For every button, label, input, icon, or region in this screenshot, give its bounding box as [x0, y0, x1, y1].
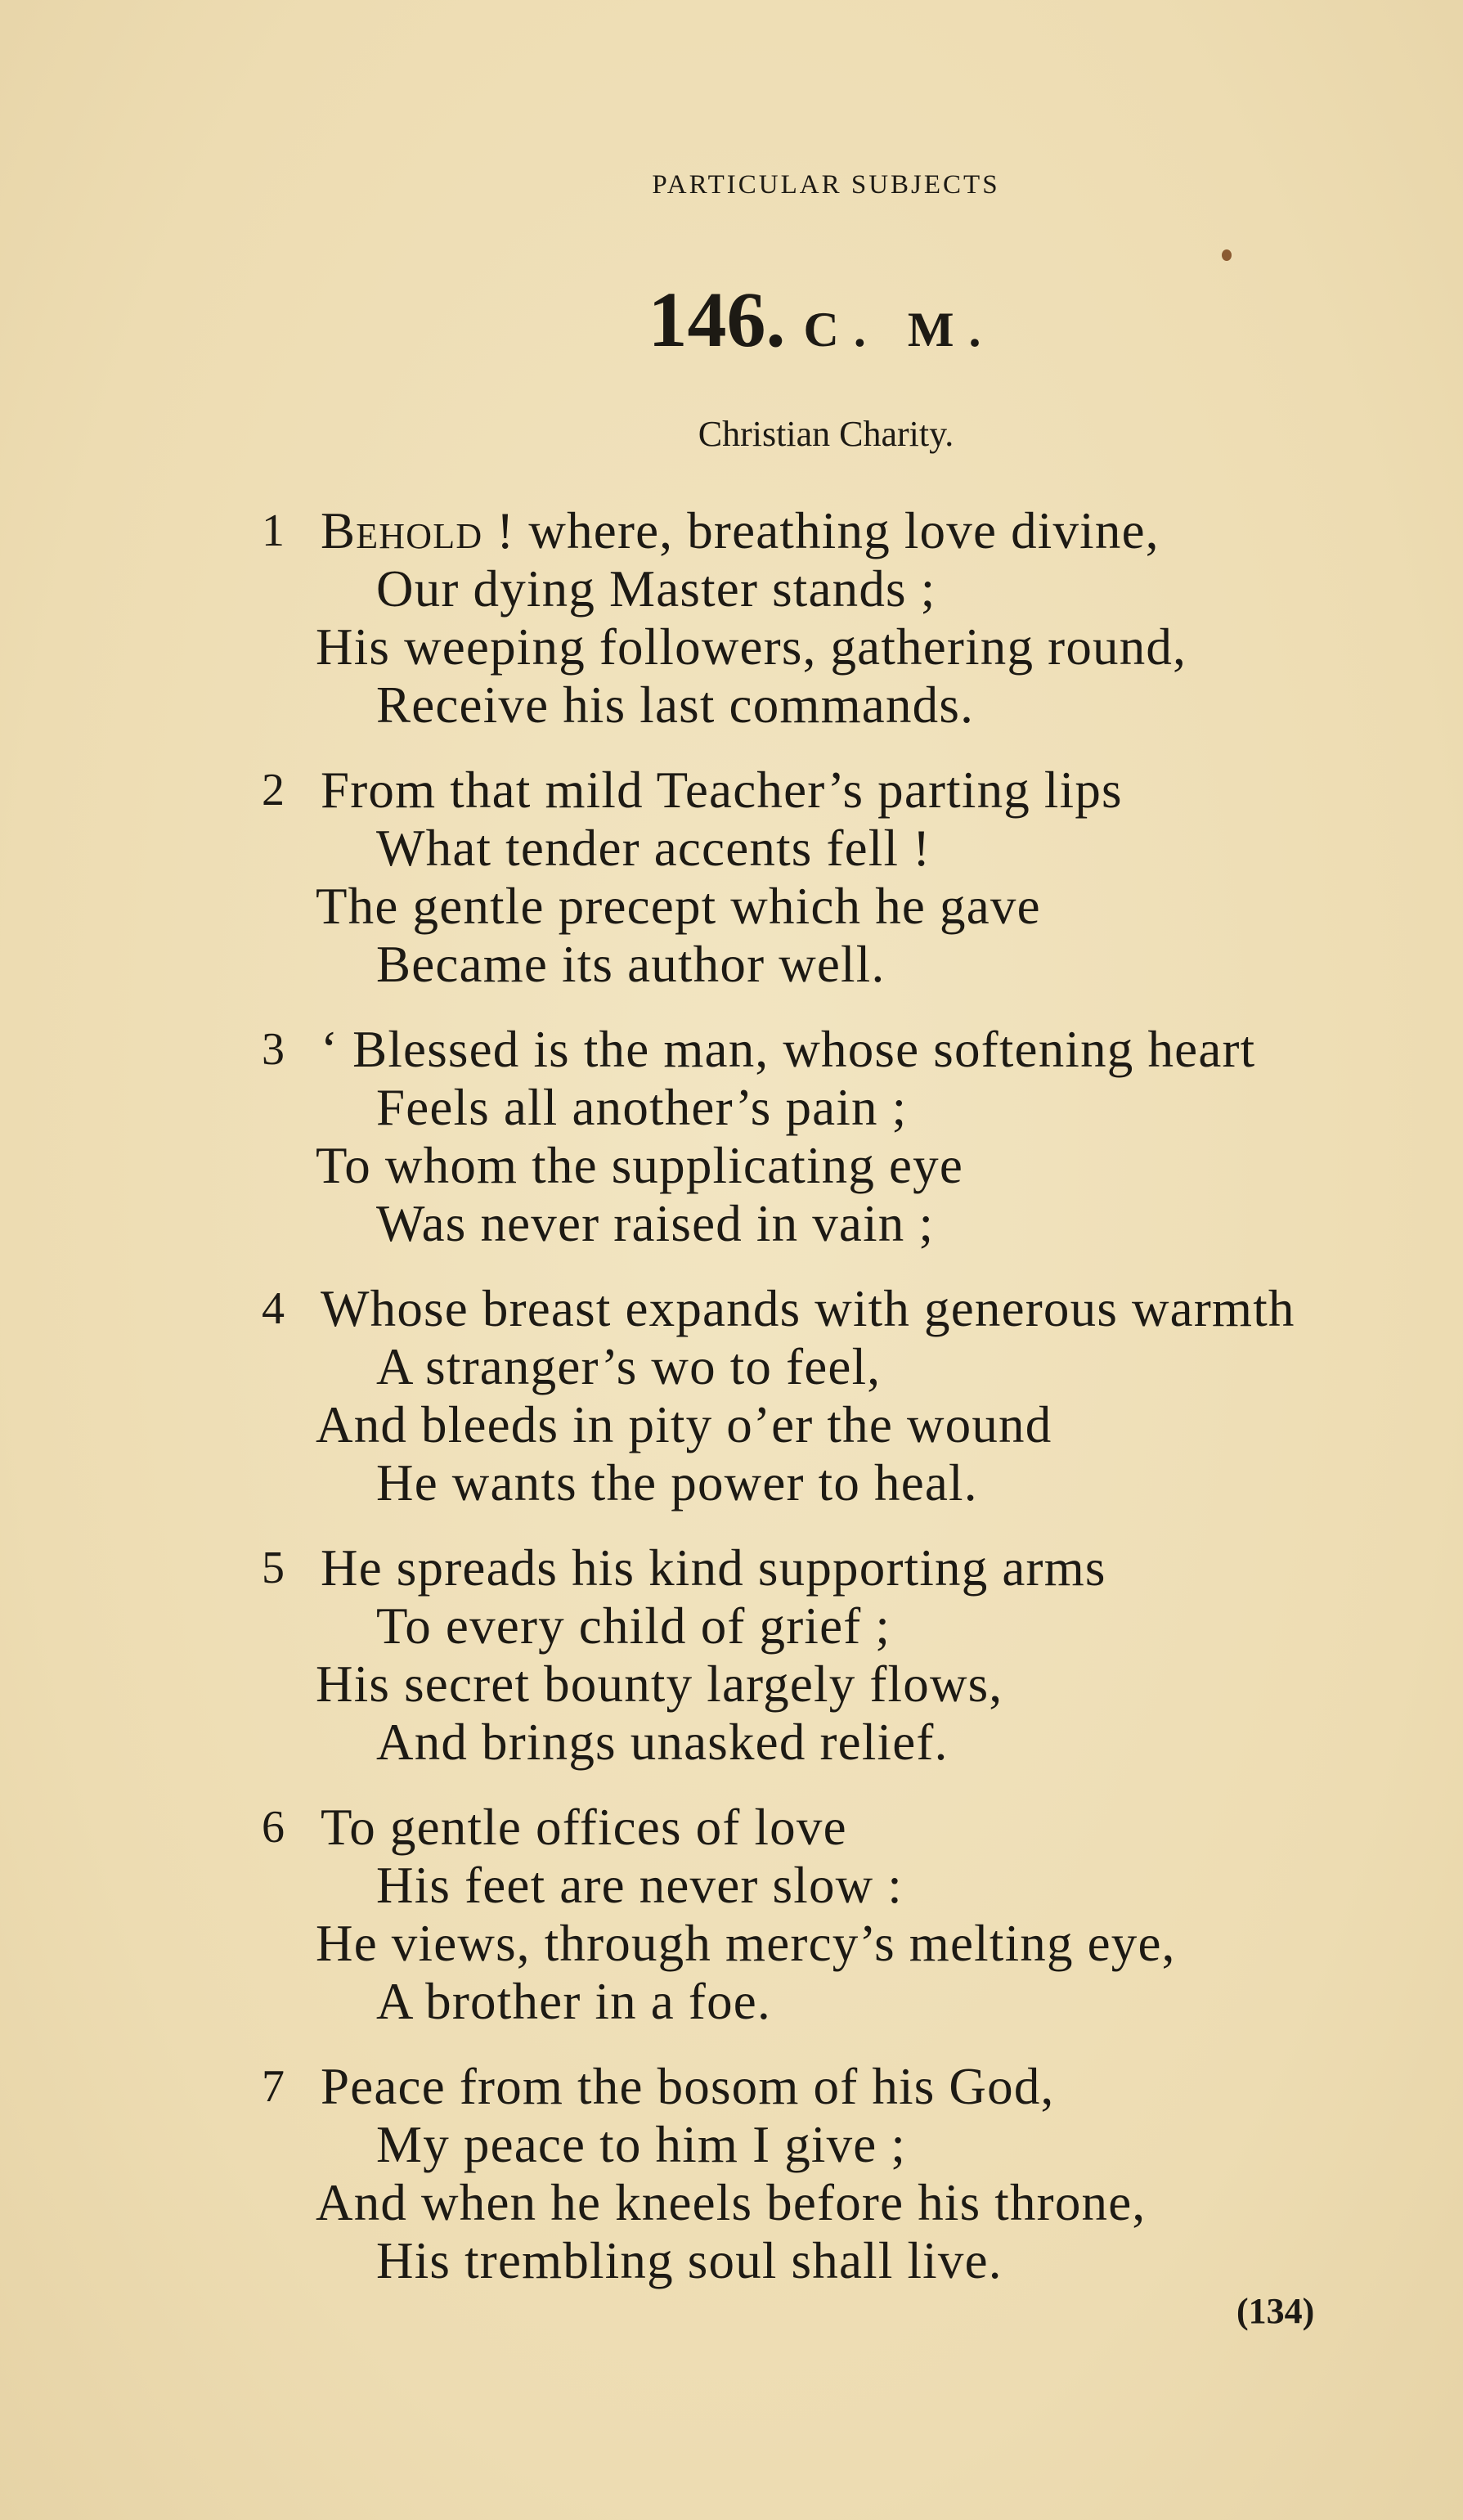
stanza-number: 5: [262, 1543, 286, 1593]
verse-text: And brings unasked relief.: [376, 1714, 949, 1771]
stanza-number: 4: [262, 1283, 286, 1334]
verse-line: [262, 936, 1123, 994]
stanza: [262, 502, 1187, 734]
verse-line: [262, 1539, 1106, 1597]
verse-text: ‘ Blessed is the man, whose softening heart: [321, 1021, 1256, 1078]
verse-text: His weeping followers, gathering round,: [316, 618, 1187, 676]
verse-line: [262, 1021, 1255, 1079]
verse-line: [262, 560, 1187, 618]
verse-text: ! where, breathing love divine,: [482, 502, 1160, 559]
verse-text: To whom the supplicating eye: [316, 1137, 964, 1194]
verse-line: [262, 1915, 1176, 1973]
verse-line: [262, 1597, 1106, 1655]
verse-text: My peace to him I give ;: [376, 2116, 907, 2173]
verse-line: [262, 1396, 1295, 1454]
verse-line: [262, 2174, 1146, 2232]
verse-text: To gentle offices of love: [321, 1799, 847, 1856]
verse-line: [262, 502, 1187, 560]
verse-text: He views, through mercy’s melting eye,: [316, 1915, 1176, 1972]
verse-text: Became its author well.: [376, 936, 886, 993]
verse-line: [262, 1137, 1255, 1195]
stanza: [262, 1280, 1295, 1512]
verse-line: [262, 761, 1123, 820]
verse-line: [262, 1280, 1295, 1338]
verse-text: Feels all another’s pain ;: [376, 1079, 908, 1136]
verse-text: And when he kneels before his throne,: [316, 2174, 1147, 2231]
hymn-number: 146.: [648, 276, 786, 363]
verse-text: From that mild Teacher’s parting lips: [321, 761, 1123, 819]
stanza: [262, 761, 1123, 994]
page-number: (134): [1236, 2291, 1315, 2331]
verse-text: Whose breast expands with generous warmth: [321, 1280, 1295, 1337]
verse-line: [262, 878, 1123, 936]
ink-spot: [1222, 249, 1232, 261]
verse-line: [262, 1799, 1176, 1857]
lead-word: Behold: [321, 502, 483, 559]
verse-line: [262, 1973, 1176, 2031]
verse-line: [262, 1714, 1106, 1772]
verse-line: [262, 1195, 1255, 1253]
verse-line: [262, 2058, 1146, 2116]
verse-text: His trembling soul shall live.: [376, 2232, 1003, 2289]
stanza-number: 6: [262, 1802, 286, 1853]
stanza: [262, 1021, 1255, 1253]
verse-text: A brother in a foe.: [376, 1973, 771, 2030]
verse-text: Peace from the bosom of his God,: [321, 2058, 1055, 2115]
stanza-number: 7: [262, 2061, 286, 2112]
verse-line: [262, 2232, 1146, 2290]
verse-text: A stranger’s wo to feel,: [376, 1338, 882, 1395]
verse-text: His feet are never slow :: [376, 1857, 904, 1914]
verse-text: And bleeds in pity o’er the wound: [316, 1396, 1052, 1453]
verse-line: [262, 676, 1187, 734]
verse-text: The gentle precept which he gave: [316, 878, 1041, 935]
verse-line: [262, 820, 1123, 878]
hymn-title: [0, 274, 1463, 365]
stanza-number: 1: [262, 505, 286, 556]
verse-text: What tender accents fell !: [376, 820, 931, 877]
verse-text: To every child of grief ;: [376, 1597, 891, 1655]
stanza: [262, 2058, 1146, 2290]
verse-line: [262, 2116, 1146, 2174]
verse-line: [262, 1079, 1255, 1137]
hymn-subtitle: Christian Charity.: [698, 414, 954, 454]
stanza: [262, 1539, 1106, 1772]
stanza-number: 2: [262, 765, 286, 815]
hymn-meter: C. M.: [803, 303, 996, 357]
verse-text: His secret bounty largely flows,: [316, 1655, 1003, 1713]
verse-text: Receive his last commands.: [376, 676, 975, 734]
verse-line: [262, 1655, 1106, 1714]
stanza-number: 3: [262, 1024, 286, 1075]
verse-line: [262, 1338, 1295, 1396]
verse-text: Was never raised in vain ;: [376, 1195, 935, 1252]
verse-text: Our dying Master stands ;: [376, 560, 936, 618]
verse-line: [262, 618, 1187, 676]
running-head: PARTICULAR SUBJECTS: [652, 170, 1000, 200]
stanza: [262, 1799, 1176, 2031]
verse-text: He wants the power to heal.: [376, 1454, 978, 1512]
verse-text: He spreads his kind supporting arms: [321, 1539, 1106, 1597]
verse-line: [262, 1857, 1176, 1915]
verse-line: [262, 1454, 1295, 1512]
